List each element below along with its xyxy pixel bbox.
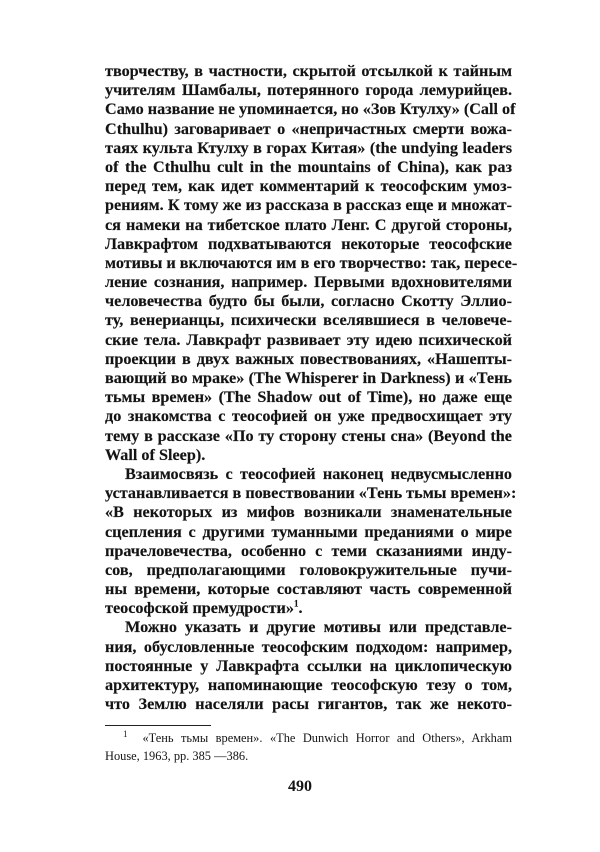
- footnote-divider: [105, 725, 211, 726]
- text-line: учителям Шамбалы, потерянного города лемурийцев.: [105, 81, 512, 100]
- quote-end: теософской премудрости»: [105, 599, 294, 618]
- footnote: [105, 729, 512, 765]
- text-line: Взаимосвязь с теософией наконец недвусмысленно: [125, 464, 512, 483]
- text-line: человечества будто бы были, согласно Скотту Эллио-: [105, 292, 512, 311]
- text-line: ление сознания, например. Первыми вдохновителями: [105, 273, 512, 292]
- footnote-line: [105, 729, 512, 747]
- text-line: мотивы и включаются им в его творчество: так, пересе-: [105, 253, 518, 272]
- text-line: творчеству, в частности, скрытой отсылкой к тайным: [105, 62, 512, 80]
- footnote-line: House, 1963, pp. 385 —386.: [105, 749, 249, 763]
- footnote-marker: 1: [123, 728, 128, 739]
- text-line: Wall of Sleep).: [105, 445, 206, 464]
- text-line: Само название не упоминается, но «Зов Ктулху» (Call of: [105, 100, 516, 119]
- text-line: ту, венерианцы, психически вселявшиеся в человече-: [105, 311, 512, 330]
- text-line: сцепления с другими туманными преданиями о мире: [105, 522, 512, 541]
- text-line: Cthulhu) заговаривает о «непричастных смерти вожа-: [105, 119, 512, 138]
- text-line: [105, 599, 512, 618]
- text-line: перед тем, как идет комментарий к теософским умоз-: [105, 177, 512, 196]
- text-line: of the Cthulhu cult in the mountains of China), как раз: [105, 157, 512, 176]
- text-line: ские тела. Лавкрафт развивает эту идею психической: [105, 330, 512, 349]
- text-line: тему в рассказе «По ту сторону стены сна» (Beyond the: [105, 426, 512, 445]
- text-line: сов, предполагающими головокружительные пучи-: [105, 560, 512, 579]
- period: .: [298, 599, 303, 618]
- text-line: тьмы времен» (The Shadow out of Time), но даже еще: [105, 388, 512, 407]
- text-line: до знакомства с теософией он уже предвосхищает эту: [105, 407, 512, 426]
- footnote-text: «Тень тьмы времен». «The Dunwich Horror and Others», Arkham: [142, 731, 512, 745]
- text-line: Лавкрафтом подхватываются некоторые теософские: [105, 234, 512, 253]
- text-line: устанавливается в повествовании «Тень тьмы времен»:: [105, 484, 517, 503]
- footnote-ref[interactable]: 1: [293, 598, 299, 609]
- text-line: рениям. К тому же из рассказа в рассказ еще и множат-: [105, 196, 512, 215]
- body-text: [105, 62, 518, 714]
- text-line: ния, обусловленные теософским подходом: например,: [105, 637, 512, 656]
- text-line: вающий во мраке» (The Whisperer in Darkness) и «Тень: [105, 369, 512, 387]
- page-number: 490: [288, 778, 312, 795]
- text-line: ны времени, которые составляют часть современной: [105, 580, 512, 599]
- text-line: что Землю населяли расы гигантов, так же некото-: [105, 695, 512, 714]
- text-line: постоянные у Лавкрафта ссылки на циклопическую: [105, 656, 512, 675]
- text-line: таях культа Ктулху в горах Китая» (the undying leaders: [105, 138, 512, 157]
- text-line: архитектуру, напоминающие теософскую тезу о том,: [105, 676, 512, 694]
- text-line: Можно указать и другие мотивы или представле-: [125, 618, 512, 637]
- text-line: ся намеки на тибетское плато Ленг. С другой стороны,: [105, 215, 512, 234]
- text-line: проекции в двух важных повествованиях, «Нашепты-: [105, 349, 512, 368]
- text-line: «В некоторых из мифов возникали знаменательные: [105, 503, 512, 522]
- text-line: прачеловечества, особенно с теми сказаниями инду-: [105, 541, 512, 560]
